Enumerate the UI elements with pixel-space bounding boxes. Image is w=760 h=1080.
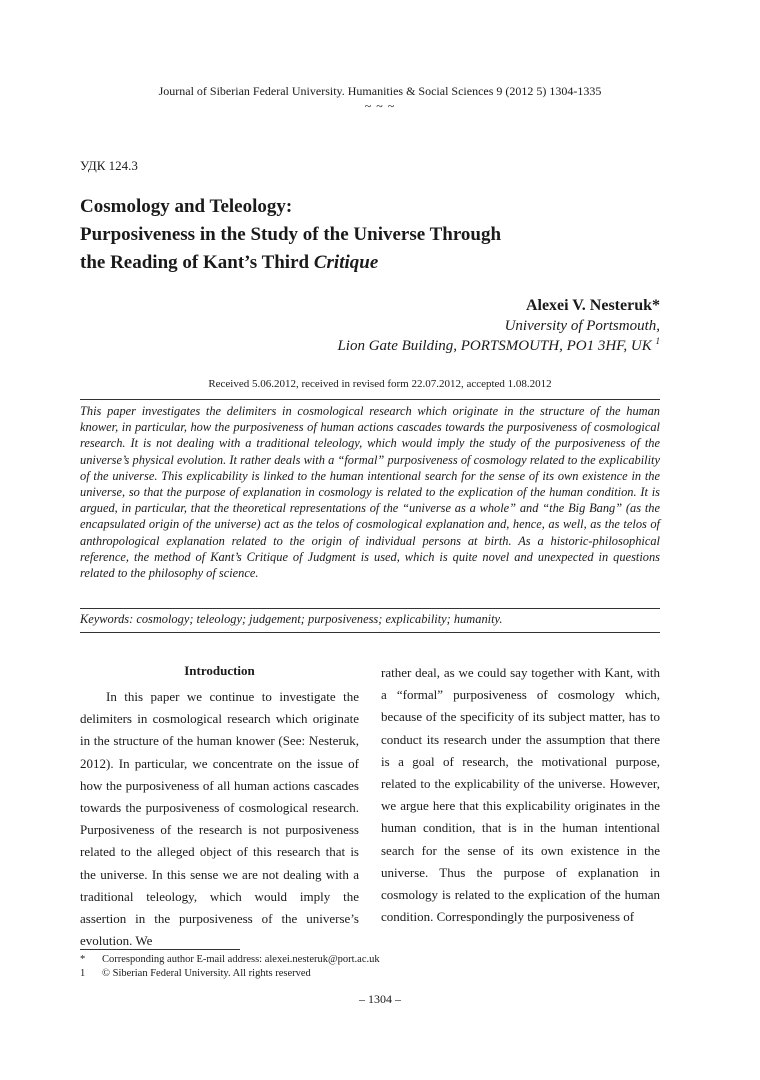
title-line-1: Cosmology and Teleology: bbox=[80, 196, 293, 217]
footnote-rule bbox=[80, 949, 240, 950]
affiliation-line-1: University of Portsmouth, bbox=[504, 318, 660, 334]
title-line-3-text: the Reading of Kant’s Third bbox=[80, 252, 314, 273]
body-text-left: In this paper we continue to investigate the delimiters in cosmological research which originate in the structure of the human knower (See: Nesteruk, 2012). In particular, we concentrate on the issue of how the purposiveness of all human actions cascades towards the purposiveness of cosmological research. Purposiveness of the research is not purposiveness related to the alleged object of this research that is the universe. In this sense we are not dealing with a traditional teleology, which would imply the assertion in the purposiveness of the universe’s evolution. We bbox=[80, 689, 359, 949]
affiliation-address: Lion Gate Building, PORTSMOUTH, PO1 3HF, UK bbox=[337, 338, 656, 354]
affiliation-line-2 bbox=[337, 336, 660, 356]
header-separator: ~ ~ ~ bbox=[364, 99, 396, 113]
body-text-right: rather deal, as we could say together with Kant, with a “formal” purposiveness of cosmology which, because of the specificity of its subject matter, has to conduct its research under the assumption that there is a goal of research, the motivational purpose, related to the explicability of the universe. However, we argue here that this explicability originates in the human condition, that is in the human intentional search for the sense of its own existence in the universe. Thus the purpose of explanation in cosmology is related to the explication of the human condition. Correspondingly the purposiveness of bbox=[381, 665, 660, 925]
body-column-right bbox=[381, 662, 660, 928]
page-number: – 1304 – bbox=[359, 992, 401, 1006]
author-block bbox=[337, 296, 660, 356]
keywords-bottom-rule bbox=[80, 632, 660, 633]
affiliation-footnote-mark: 1 bbox=[655, 336, 660, 346]
author-name: Alexei V. Nesteruk* bbox=[525, 297, 660, 314]
paper-title bbox=[80, 193, 680, 277]
title-line-3 bbox=[80, 249, 680, 277]
footnote-2 bbox=[80, 967, 311, 981]
footnote-1 bbox=[80, 953, 380, 967]
keywords-top-rule bbox=[80, 608, 660, 609]
abstract-top-rule bbox=[80, 399, 660, 400]
abstract: This paper investigates the delimiters in cosmological research which originate in the structure of the human knower, in particular, how the purposiveness of human actions cascades towards the purposiveness of cosmological research. It is not dealing with a traditional teleology, which would imply the study of the purposiveness of the universe’s physical evolution. It rather deals with a “formal” purposiveness of cosmology related to the explicability of the universe. This explicability is linked to the human intentional search for the sense of its own existence in the universe, so that the purpose of explanation in cosmology is related to the explication of the human condition. It is argued, in particular, that the theoretical representations of the “universe as a whole” and “the Big Bang” (as the encapsulated origin of the universe) act as the telos of cosmological explanation and, hence, as well, as the telos of anthropological explanation related to the origin of individual persons at birth. As a historic-philosophical reference, the method of Kant’s Critique of Judgment is used, which is quite novel and unexpected in questions related to the philosophy of science. bbox=[80, 404, 660, 581]
udc-code: УДК 124.3 bbox=[80, 158, 138, 173]
body-column-left bbox=[80, 662, 359, 952]
footnote-1-text: Corresponding author E-mail address: alexei.nesteruk@port.ac.uk bbox=[102, 954, 380, 965]
footnote-2-text: © Siberian Federal University. All rights reserved bbox=[102, 968, 311, 979]
section-heading-introduction: Introduction bbox=[184, 663, 255, 678]
title-line-2: Purposiveness in the Study of the Universe Through bbox=[80, 224, 502, 245]
keywords: Keywords: cosmology; teleology; judgement; purposiveness; explicability; humanity. bbox=[80, 612, 503, 626]
received-dates: Received 5.06.2012, received in revised form 22.07.2012, accepted 1.08.2012 bbox=[208, 378, 552, 390]
title-critique: Critique bbox=[313, 252, 379, 273]
footnote-1-mark: * bbox=[80, 954, 86, 965]
footnote-2-mark: 1 bbox=[80, 968, 86, 979]
journal-header: Journal of Siberian Federal University. Humanities & Social Sciences 9 (2012 5) 1304-1335 bbox=[158, 84, 602, 98]
